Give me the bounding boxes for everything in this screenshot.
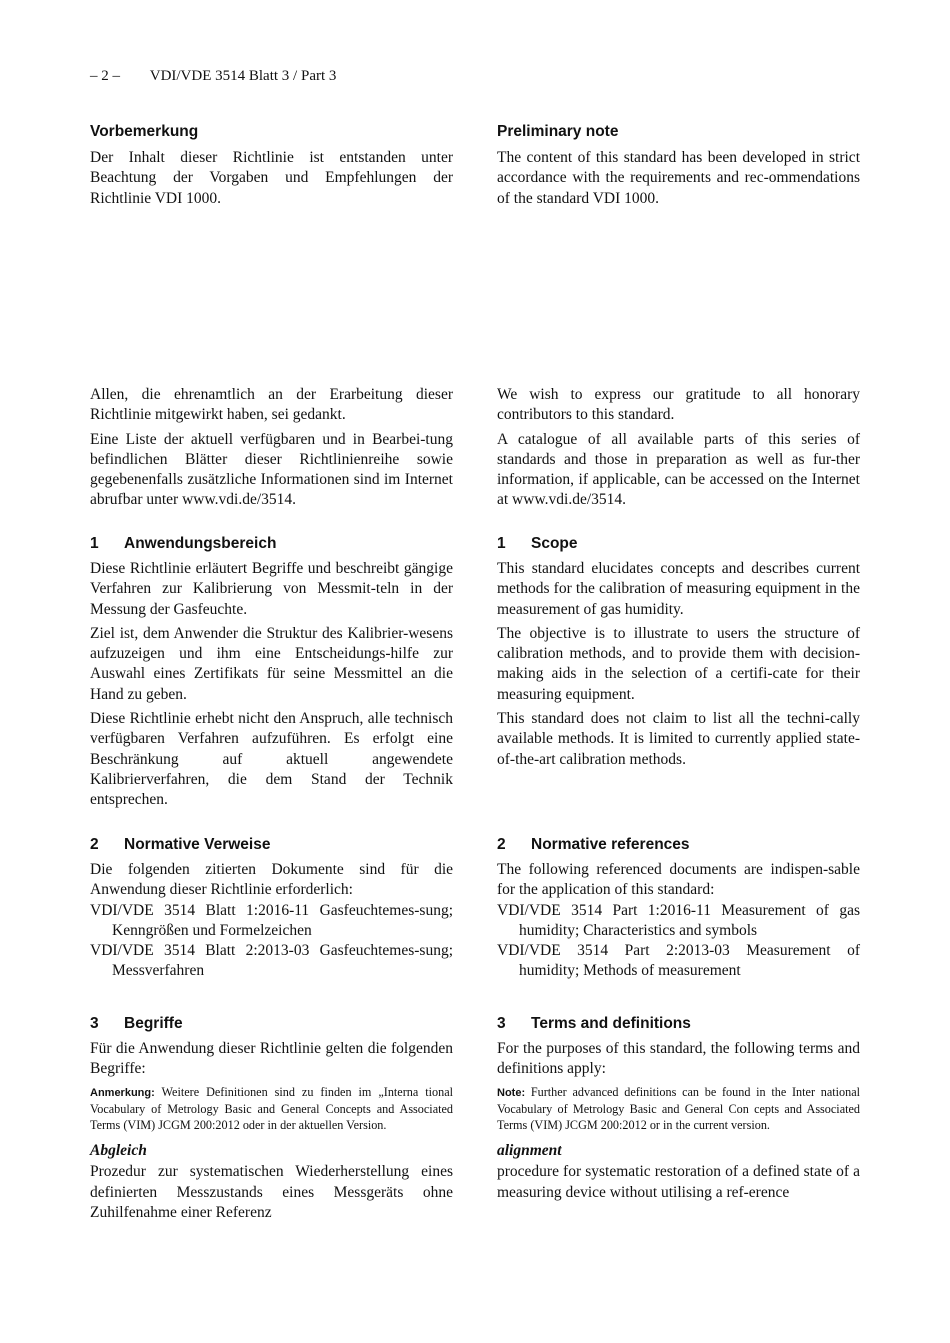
de-s3-heading bbox=[90, 1014, 453, 1034]
en-note-text: Further advanced definitions can be found in the Inter national Vocabulary of Metrology Basic and General Con cepts and Associated Terms (VIM) JCGM 200:2012 or in the current version. bbox=[497, 1084, 861, 1133]
en-s2-number: 2 bbox=[497, 836, 506, 853]
en-thanks: We wish to express our gratitude to all honorary contributors to this standard. bbox=[497, 386, 860, 424]
en-s1-title: Scope bbox=[531, 535, 578, 552]
de-term: Abgleich bbox=[90, 1142, 147, 1160]
en-s2-title: Normative references bbox=[531, 836, 690, 853]
en-term-definition: procedure for systematic restoration of a defined state of a measuring device without utilising a ref-erence bbox=[497, 1163, 860, 1201]
en-note-label: Note: bbox=[497, 1086, 526, 1099]
de-section-2 bbox=[90, 835, 453, 982]
de-s2-number: 2 bbox=[90, 836, 99, 853]
de-s1-title: Anwendungsbereich bbox=[124, 535, 277, 552]
en-s3-p1: For the purposes of this standard, the following terms and definitions apply: bbox=[497, 1040, 860, 1078]
de-term-definition: Prozedur zur systematischen Wiederherstellung eines definierten Messzustands eines Messgeräts ohne Zuhilfenahme einer Referenz bbox=[90, 1163, 453, 1222]
en-s3-number: 3 bbox=[497, 1015, 506, 1032]
de-s2-heading bbox=[90, 835, 453, 855]
en-acknowledgement bbox=[497, 385, 860, 511]
de-s1-p3: Diese Richtlinie erhebt nicht den Anspruch, alle technisch verfügbaren Verfahren aufzuführen. Es erfolgt eine Beschränkung auf aktuell angewendete Kalibrierverfahren, die dem Stand der Technik entsprechen. bbox=[90, 710, 453, 809]
en-section-3 bbox=[497, 1014, 860, 1203]
de-s1-p1: Diese Richtlinie erläutert Begriffe und beschreibt gängige Verfahren zur Kalibrierung von Messmit-teln in der Messung der Gasfeuchte. bbox=[90, 560, 453, 618]
en-s2-ref2: VDI/VDE 3514 Part 2:2013-03 Measurement of humidity; Methods of measurement bbox=[497, 942, 860, 980]
en-s1-p2: The objective is to illustrate to users the structure of calibration methods, and to provide them with decision-making aids in the selection of a certifi-cate for their measuring equipment. bbox=[497, 624, 860, 703]
page-number: – 2 – bbox=[90, 68, 120, 84]
en-term: alignment bbox=[497, 1142, 562, 1160]
en-s1-p1: This standard elucidates concepts and describes current methods for the calibration of measuring equipment in the measurement of gas humidity. bbox=[497, 560, 860, 618]
en-s2-heading bbox=[497, 835, 860, 855]
en-prelim-text: The content of this standard has been developed in strict accordance with the requirements and rec-ommendations of the standard VDI 1000. bbox=[497, 149, 860, 207]
de-acknowledgement bbox=[90, 385, 453, 511]
de-prelim-title: Vorbemerkung bbox=[90, 123, 199, 140]
en-s1-p3: This standard does not claim to list all the techni-cally available methods. It is limited to currently applied state-of-the-art calibration methods. bbox=[497, 710, 860, 768]
de-thanks: Allen, die ehrenamtlich an der Erarbeitung dieser Richtlinie mitgewirkt haben, sei gedankt. bbox=[90, 386, 453, 424]
en-s1-heading bbox=[497, 534, 860, 554]
de-prelim-text: Der Inhalt dieser Richtlinie ist entstanden unter Beachtung der Vorgaben und Empfehlungen der Richtlinie VDI 1000. bbox=[90, 149, 453, 207]
de-note bbox=[90, 1084, 453, 1134]
en-catalogue: A catalogue of all available parts of this series of standards and those in preparation as well as fur-ther information, if applicable, can be accessed on the Internet at www.vdi.de/3514. bbox=[497, 430, 860, 509]
de-s2-title: Normative Verweise bbox=[124, 836, 271, 853]
running-header bbox=[90, 68, 336, 85]
de-preliminary bbox=[90, 122, 453, 209]
en-s3-title: Terms and definitions bbox=[531, 1015, 691, 1032]
en-note bbox=[497, 1084, 860, 1134]
de-note-label: Anmerkung: bbox=[90, 1086, 155, 1099]
de-s1-heading bbox=[90, 534, 453, 554]
en-s1-number: 1 bbox=[497, 535, 506, 552]
de-s1-p2: Ziel ist, dem Anwender die Struktur des Kalibrier-wesens aufzuzeigen und ihm eine Entscheidungs-hilfe zur Auswahl eines Zertifikats für seine Messmittel an die Hand zu geben. bbox=[90, 624, 453, 703]
en-s2-ref1: VDI/VDE 3514 Part 1:2016-11 Measurement of gas humidity; Characteristics and symbols bbox=[497, 901, 860, 939]
en-s2-p1: The following referenced documents are indispen-sable for the application of this standard: bbox=[497, 861, 860, 899]
en-prelim-title: Preliminary note bbox=[497, 123, 619, 140]
document-id: VDI/VDE 3514 Blatt 3 / Part 3 bbox=[149, 68, 337, 84]
de-catalogue: Eine Liste der aktuell verfügbaren und in Bearbei-tung befindlichen Blätter dieser Richtlinienreihe sowie gegebenenfalls zusätzliche Informationen sind im Internet abrufbar unter www.vdi.de/3514. bbox=[90, 430, 453, 509]
de-s2-ref1: VDI/VDE 3514 Blatt 1:2016-11 Gasfeuchtemes-sung; Kenngrößen und Formelzeichen bbox=[90, 901, 453, 939]
de-s3-p1: Für die Anwendung dieser Richtlinie gelten die folgenden Begriffe: bbox=[90, 1040, 453, 1078]
en-section-1 bbox=[497, 534, 860, 770]
en-section-2 bbox=[497, 835, 860, 982]
en-preliminary bbox=[497, 122, 860, 209]
de-s3-number: 3 bbox=[90, 1015, 99, 1032]
de-s1-number: 1 bbox=[90, 535, 99, 552]
de-section-1 bbox=[90, 534, 453, 811]
de-note-text: Weitere Definitionen sind zu finden im „Interna tional Vocabulary of Metrology Basic and General Concepts and Associated Terms (VIM) JCGM 200:2012 oder in der aktuellen Version. bbox=[90, 1084, 453, 1133]
de-s3-title: Begriffe bbox=[124, 1015, 183, 1032]
de-section-3 bbox=[90, 1014, 453, 1223]
de-s2-p1: Die folgenden zitierten Dokumente sind für die Anwendung dieser Richtlinie erforderlich: bbox=[90, 861, 453, 899]
en-s3-heading bbox=[497, 1014, 860, 1034]
de-s2-ref2: VDI/VDE 3514 Blatt 2:2013-03 Gasfeuchtemes-sung; Messverfahren bbox=[90, 942, 453, 980]
